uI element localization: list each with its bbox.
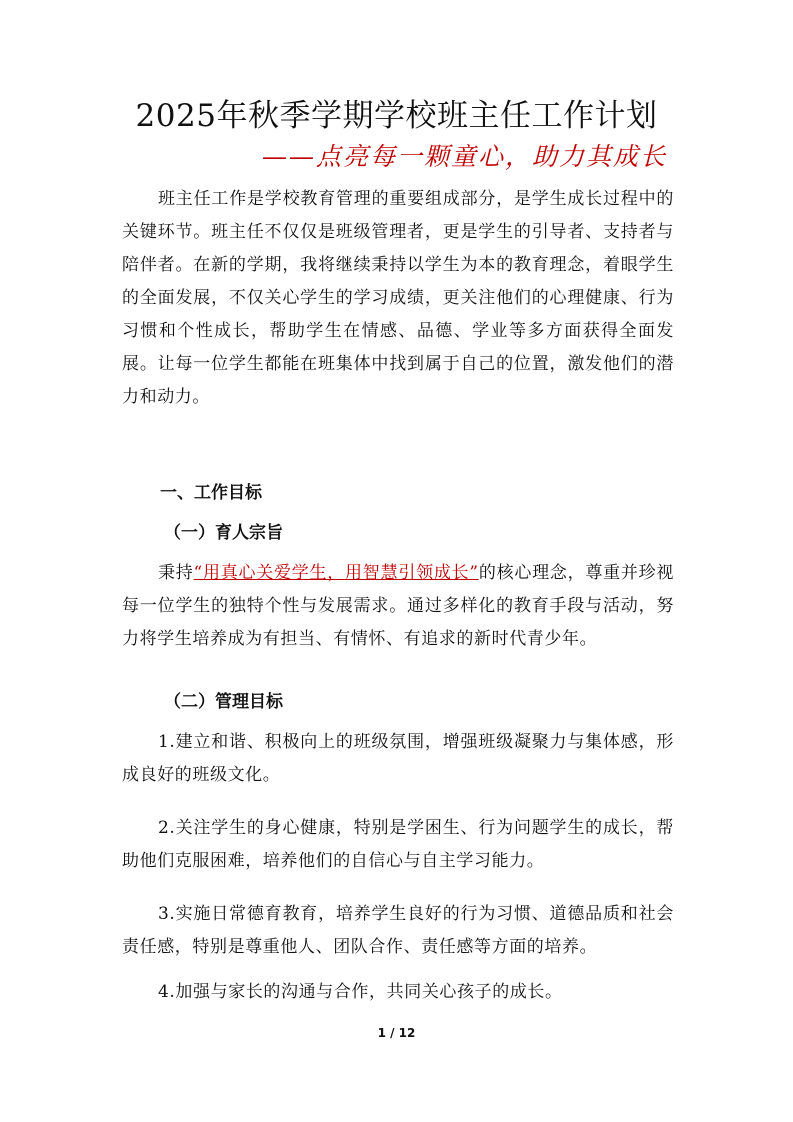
management-goal-item: 2.关注学生的身心健康，特别是学困生、行为问题学生的成长，帮助他们克服困难，培养他们的自信心与自主学习能力。 <box>122 818 674 871</box>
aim-lead-text: 秉持 <box>158 563 194 583</box>
management-goal-item: 3.实施日常德育教育，培养学生良好的行为习惯、道德品质和社会责任感，特别是尊重他人、团队合作、责任感等方面的培养。 <box>122 904 674 957</box>
core-motto-quote: “用真心关爱学生，用智慧引领成长” <box>193 563 479 583</box>
page-title: 2025年秋季学期学校班主任工作计划 <box>135 98 658 134</box>
management-goal-item: 4.加强与家长的沟通与合作，共同关心孩子的成长。 <box>158 982 563 1002</box>
management-goal-item: 1.建立和谐、积极向上的班级氛围，增强班级凝聚力与集体感，形成良好的班级文化。 <box>122 732 674 785</box>
section-heading-goals: 一、工作目标 <box>160 483 262 503</box>
page-number: 1 / 12 <box>377 1026 416 1040</box>
page-subtitle: ——点亮每一颗童心，助力其成长 <box>262 142 668 171</box>
subsection-heading-management-goals: （二）管理目标 <box>164 692 283 712</box>
subsection-heading-education-aim: （一）育人宗旨 <box>164 523 283 543</box>
education-aim-paragraph <box>122 557 674 656</box>
aim-rest-text: 的核心理念，尊重并珍视每一位学生的独特个性与发展需求。通过多样化的教育手段与活动，努力将学生培养成为有担当、有情怀、有追求的新时代青少年。 <box>122 563 674 649</box>
intro-paragraph: 班主任工作是学校教育管理的重要组成部分，是学生成长过程中的关键环节。班主任不仅仅是班级管理者，更是学生的引导者、支持者与陪伴者。在新的学期，我将继续秉持以学生为本的教育理念，着眼学生的全面发展，不仅关心学生的学习成绩，更关注他们的心理健康、行为习惯和个性成长，帮助学生在情感、品德、学业等多方面获得全面发展。让每一位学生都能在班集体中找到属于自己的位置，激发他们的潜力和动力。 <box>122 189 674 407</box>
